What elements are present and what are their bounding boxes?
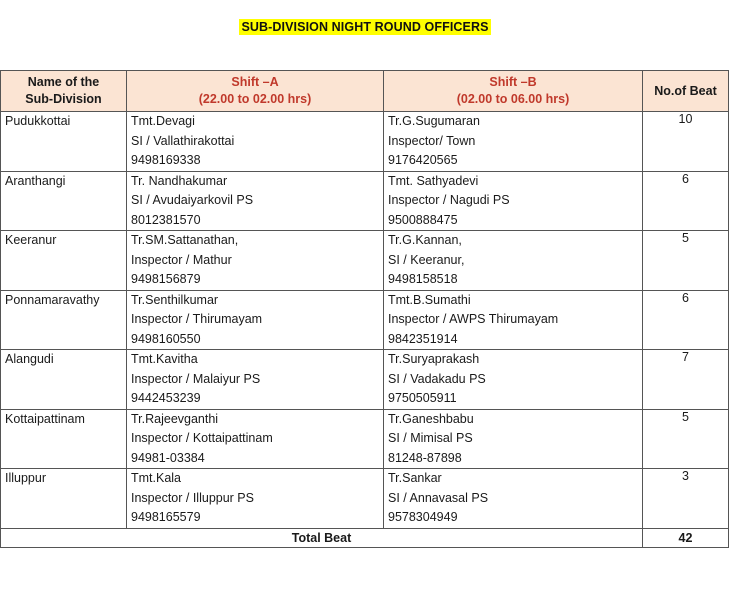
shift-b-officer-post: Inspector / AWPS Thirumayam — [388, 312, 559, 326]
shift-a-cell — [127, 350, 384, 410]
title-wrap — [0, 18, 730, 36]
shift-a-officer-phone: 8012381570 — [131, 212, 201, 227]
subdivision-cell — [1, 231, 127, 291]
header-beat-label: No.of Beat — [654, 83, 717, 98]
header-subdivision-line1: Name of the — [27, 75, 100, 89]
shift-a-officer-name: Tr. Nandhakumar — [131, 173, 228, 188]
shift-a-cell — [127, 231, 384, 291]
shift-a-officer-post: SI / Vallathirakottai — [131, 133, 235, 148]
shift-b-cell — [384, 112, 643, 172]
subdivision-cell — [1, 409, 127, 469]
shift-b-officer-name: Tr.G.Kannan, — [388, 233, 462, 247]
beat-count: 6 — [643, 171, 729, 231]
subdivision-cell — [1, 171, 127, 231]
shift-a-officer-post: Inspector / Kottaipattinam — [131, 431, 273, 445]
shift-b-officer-post: SI / Mimisal PS — [388, 431, 473, 445]
shift-a-officer-phone: 9498156879 — [131, 272, 201, 286]
shift-b-cell — [384, 350, 643, 410]
header-shift-a — [127, 71, 384, 112]
shift-b-officer-post: Inspector / Nagudi PS — [388, 193, 510, 207]
table-row — [1, 290, 729, 350]
shift-a-cell — [127, 409, 384, 469]
beat-count: 6 — [643, 290, 729, 350]
shift-a-officer-post: Inspector / Illuppur PS — [131, 490, 254, 505]
header-beat — [643, 71, 729, 112]
shift-b-officer-name: Tr.Suryaprakash — [388, 352, 480, 366]
subdivision-cell — [1, 290, 127, 350]
table-row — [1, 409, 729, 469]
subdivision-cell — [1, 112, 127, 172]
shift-a-officer-post: Inspector / Malaiyur PS — [131, 371, 261, 386]
header-shift-a-line2: (22.00 to 02.00 hrs) — [198, 92, 312, 106]
shift-a-officer-phone: 9498160550 — [131, 331, 201, 346]
shift-a-officer-name: Tr.Senthilkumar — [131, 292, 219, 307]
shift-a-officer-post: Inspector / Thirumayam — [131, 312, 263, 326]
shift-b-officer-phone: 9842351914 — [388, 331, 458, 346]
shift-a-officer-name: Tmt.Kavitha — [131, 352, 198, 366]
shift-b-cell — [384, 231, 643, 291]
subdivision-name: Illuppur — [5, 471, 46, 485]
table-row — [1, 469, 729, 529]
subdivision-cell — [1, 350, 127, 410]
total-value: 42 — [643, 528, 729, 547]
shift-b-officer-post: SI / Keeranur, — [388, 252, 465, 267]
table-row — [1, 350, 729, 410]
total-label: Total Beat — [1, 528, 643, 547]
header-subdivision — [1, 71, 127, 112]
shift-a-officer-phone: 9498169338 — [131, 153, 201, 167]
subdivision-cell — [1, 469, 127, 529]
beat-count: 10 — [643, 112, 729, 172]
shift-b-officer-name: Tmt.B.Sumathi — [388, 292, 471, 307]
subdivision-name: Keeranur — [5, 233, 57, 247]
shift-a-officer-name: Tmt.Devagi — [131, 114, 195, 128]
shift-b-cell — [384, 290, 643, 350]
shift-b-cell — [384, 469, 643, 529]
shift-a-officer-name: Tmt.Kala — [131, 471, 182, 485]
table-row — [1, 112, 729, 172]
shift-a-cell — [127, 171, 384, 231]
beat-count: 5 — [643, 409, 729, 469]
shift-a-officer-post: SI / Avudaiyarkovil PS — [131, 193, 254, 207]
shift-b-officer-name: Tr.G.Sugumaran — [388, 114, 480, 128]
header-shift-a-line1: Shift –A — [231, 75, 279, 89]
subdivision-name: Ponnamaravathy — [5, 292, 100, 307]
header-shift-b — [384, 71, 643, 112]
shift-b-officer-post: SI / Vadakadu PS — [388, 371, 486, 386]
header-subdivision-line2: Sub-Division — [25, 92, 102, 106]
shift-a-officer-phone: 9498165579 — [131, 510, 201, 524]
beat-count: 3 — [643, 469, 729, 529]
beat-count: 7 — [643, 350, 729, 410]
header-shift-b-line2: (02.00 to 06.00 hrs) — [456, 92, 570, 106]
table-row — [1, 171, 729, 231]
total-row — [1, 528, 729, 547]
shift-b-cell — [384, 409, 643, 469]
subdivision-name: Alangudi — [5, 352, 54, 366]
shift-b-officer-post: SI / Annavasal PS — [388, 490, 489, 505]
shift-b-officer-phone: 9176420565 — [388, 153, 458, 167]
subdivision-name: Aranthangi — [5, 173, 66, 188]
shift-b-officer-name: Tr.Ganeshbabu — [388, 411, 474, 426]
shift-b-officer-phone: 9498158518 — [388, 272, 458, 286]
shift-a-officer-name: Tr.Rajeevganthi — [131, 411, 219, 426]
shift-a-officer-phone: 94981-03384 — [131, 450, 205, 465]
shift-a-cell — [127, 112, 384, 172]
night-round-table — [0, 70, 729, 548]
header-row — [1, 71, 729, 112]
shift-b-officer-post: Inspector/ Town — [388, 133, 476, 148]
shift-a-cell — [127, 469, 384, 529]
shift-b-officer-name: Tmt. Sathyadevi — [388, 173, 479, 188]
shift-b-officer-name: Tr.Sankar — [388, 471, 442, 485]
shift-b-officer-phone: 9750505911 — [388, 391, 457, 405]
page-title: SUB-DIVISION NIGHT ROUND OFFICERS — [241, 20, 489, 34]
shift-a-cell — [127, 290, 384, 350]
header-shift-b-line1: Shift –B — [489, 75, 537, 89]
shift-a-officer-name: Tr.SM.Sattanathan, — [131, 233, 239, 247]
table-row — [1, 231, 729, 291]
shift-b-officer-phone: 9500888475 — [388, 212, 458, 227]
shift-b-officer-phone: 81248-87898 — [388, 450, 462, 465]
beat-count: 5 — [643, 231, 729, 291]
shift-b-officer-phone: 9578304949 — [388, 510, 458, 524]
shift-a-officer-phone: 9442453239 — [131, 391, 201, 405]
subdivision-name: Kottaipattinam — [5, 411, 85, 426]
shift-b-cell — [384, 171, 643, 231]
shift-a-officer-post: Inspector / Mathur — [131, 252, 232, 267]
subdivision-name: Pudukkottai — [5, 114, 71, 128]
